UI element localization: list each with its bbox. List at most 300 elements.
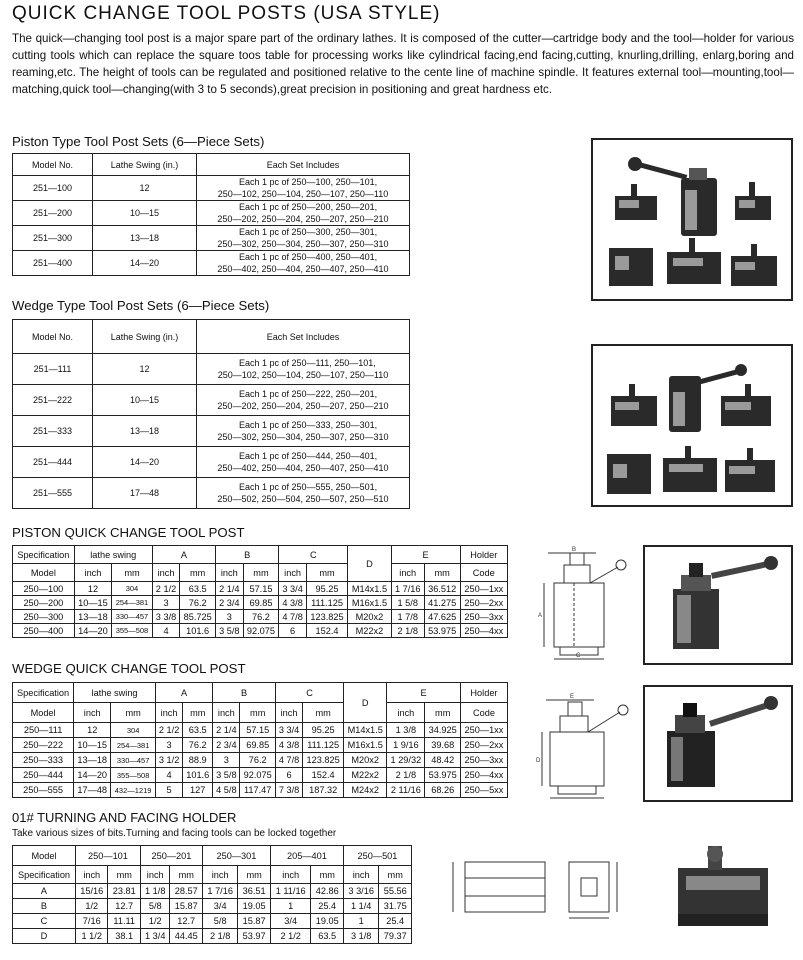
table-cell: 1 [270, 899, 311, 914]
h-c: C [275, 683, 343, 703]
table-cell: 1 3/8 [387, 723, 425, 738]
h-e: E [387, 683, 461, 703]
table-cell: 250—4xx [460, 624, 507, 638]
table-cell: 4 5/8 [213, 783, 240, 798]
table-row [13, 251, 410, 276]
includes-line-1: Each 1 pc of 250—222, 250—201, [239, 389, 378, 399]
table-cell: 25.4 [311, 899, 343, 914]
table-row [13, 447, 410, 478]
cell-swing: 10—15 [93, 385, 197, 416]
table-cell: 2 1/4 [216, 582, 244, 596]
table-cell: 41.275 [424, 596, 460, 610]
h-model: Model [13, 846, 76, 866]
includes-line-1: Each 1 pc of 250—555, 250—501, [239, 482, 378, 492]
h-inch: inch [275, 703, 302, 723]
table-cell: 15.87 [170, 899, 202, 914]
cell-includes [197, 416, 410, 447]
table-cell: 17—48 [74, 783, 111, 798]
h-a: A [155, 683, 212, 703]
table-cell: 2 11/16 [387, 783, 425, 798]
table-cell: 4 [155, 768, 182, 783]
table-cell: 250—3xx [460, 610, 507, 624]
table-cell: 250—111 [13, 723, 74, 738]
table-cell: 123.825 [306, 610, 347, 624]
table-cell: 68.26 [425, 783, 460, 798]
table-cell: 13—18 [74, 610, 111, 624]
h-spec: Specification [13, 866, 76, 884]
table-row [13, 354, 410, 385]
table-cell: 250—100 [13, 582, 75, 596]
table-cell: 304 [111, 723, 156, 738]
table-cell: 36.51 [238, 884, 270, 899]
h-inch: inch [155, 703, 182, 723]
table-cell: 1/2 [76, 899, 108, 914]
table-cell: 15.87 [238, 914, 270, 929]
h-inch: inch [213, 703, 240, 723]
table-cell: 25.4 [379, 914, 412, 929]
includes-line-1: Each 1 pc of 250—444, 250—401, [239, 451, 378, 461]
cell-swing: 14—20 [93, 251, 197, 276]
table-cell: 23.81 [108, 884, 140, 899]
h-mm: mm [180, 564, 216, 582]
table-row [13, 884, 412, 899]
h-code: Code [460, 703, 507, 723]
wedge-set-image [593, 346, 791, 505]
label-c: C [576, 653, 581, 659]
label-d: D [536, 758, 541, 764]
table-cell: 254—381 [112, 596, 153, 610]
holder-photo [672, 842, 794, 932]
table-row [13, 929, 412, 944]
table-cell: 4 7/8 [275, 753, 302, 768]
table-cell: 88.9 [183, 753, 213, 768]
cell-swing: 12 [93, 176, 197, 201]
table-cell: 250—300 [13, 610, 75, 624]
table-cell: 1 1/4 [343, 899, 378, 914]
table-cell: 3 [152, 596, 180, 610]
holder-subtitle: Take various sizes of bits.Turning and facing tools can be locked together [12, 828, 337, 839]
table-cell: 14—20 [74, 624, 111, 638]
h-swing: lathe swing [74, 546, 152, 564]
table-cell: 250—1xx [460, 582, 507, 596]
table-row [13, 783, 508, 798]
table-row [13, 624, 508, 638]
wedge-sets-heading: Wedge Type Tool Post Sets (6—Piece Sets) [12, 298, 270, 313]
table-cell: 2 1/8 [387, 768, 425, 783]
table-cell: 3 [216, 610, 244, 624]
table-cell: 63.5 [183, 723, 213, 738]
table-cell: 38.1 [108, 929, 140, 944]
h-mm: mm [240, 703, 275, 723]
cell-model: 251—333 [13, 416, 93, 447]
table-row [13, 201, 410, 226]
table-cell: 1 1/8 [140, 884, 170, 899]
cell-swing: 12 [93, 354, 197, 385]
table-row [13, 596, 508, 610]
table-cell: 85.725 [180, 610, 216, 624]
table-row [13, 914, 412, 929]
table-cell: 6 [275, 768, 302, 783]
wedge-post-table [12, 682, 508, 798]
piston-post-image [645, 547, 791, 663]
h-mm: mm [303, 703, 344, 723]
table-cell: M22x2 [348, 624, 392, 638]
h-mm: mm [379, 866, 412, 884]
table-cell: 117.47 [240, 783, 275, 798]
table-row [13, 416, 410, 447]
table-cell: 1 1/2 [76, 929, 108, 944]
cell-model: 251—555 [13, 478, 93, 509]
table-cell: 330—457 [112, 610, 153, 624]
table-cell: 3/4 [202, 899, 237, 914]
table-cell: 127 [183, 783, 213, 798]
h-inch: inch [74, 703, 111, 723]
table-cell: 63.5 [180, 582, 216, 596]
table-cell: 69.85 [240, 738, 275, 753]
header-swing: Lathe Swing (in.) [93, 320, 197, 354]
h-inch: inch [343, 866, 378, 884]
cell-includes [197, 226, 410, 251]
table-cell: 76.2 [180, 596, 216, 610]
table-cell: 2 1/2 [155, 723, 182, 738]
cell-model: 251—222 [13, 385, 93, 416]
h-holder: Holder [460, 546, 507, 564]
cell-swing: 14—20 [93, 447, 197, 478]
table-cell: 76.2 [243, 610, 279, 624]
table-cell: 250—4xx [460, 768, 507, 783]
table-cell: 3 5/8 [216, 624, 244, 638]
h-a: A [152, 546, 215, 564]
table-row [13, 768, 508, 783]
table-cell: 47.625 [424, 610, 460, 624]
table-cell: 76.2 [240, 753, 275, 768]
table-cell: 7/16 [76, 914, 108, 929]
table-cell: 19.05 [238, 899, 270, 914]
h-mm: mm [112, 564, 153, 582]
wedge-set-photo [591, 344, 793, 507]
table-cell: 3 [155, 738, 182, 753]
h-mm: mm [311, 866, 343, 884]
includes-line-2: 250—302, 250—304, 250—307, 250—310 [217, 239, 389, 249]
table-cell: 3 5/8 [213, 768, 240, 783]
table-cell: 53.975 [425, 768, 460, 783]
table-cell: 111.125 [306, 596, 347, 610]
table-cell: 3 1/2 [155, 753, 182, 768]
header-model: Model No. [13, 154, 93, 176]
cell-includes [197, 478, 410, 509]
table-cell: 12.7 [170, 914, 202, 929]
cell-model: 251—100 [13, 176, 93, 201]
holder-heading: 01# TURNING AND FACING HOLDER [12, 810, 237, 825]
includes-line-1: Each 1 pc of 250—100, 250—101, [239, 177, 378, 187]
h-spec: Specification [13, 683, 74, 703]
table-cell: 3 3/8 [152, 610, 180, 624]
table-cell: 304 [112, 582, 153, 596]
includes-line-1: Each 1 pc of 250—111, 250—101, [239, 358, 376, 368]
table-cell: 3/4 [270, 914, 311, 929]
table-cell: 1 11/16 [270, 884, 311, 899]
table-cell: M16x1.5 [348, 596, 392, 610]
table-row [13, 385, 410, 416]
cell-swing: 13—18 [93, 416, 197, 447]
table-cell: M24x2 [344, 783, 387, 798]
table-cell: 101.6 [183, 768, 213, 783]
table-cell: C [13, 914, 76, 929]
holder-model-header: 250—501 [343, 846, 411, 866]
table-cell: 250—444 [13, 768, 74, 783]
table-row [13, 753, 508, 768]
includes-line-2: 250—502, 250—504, 250—507, 250—510 [217, 494, 389, 504]
table-cell: A [13, 884, 76, 899]
includes-line-2: 250—402, 250—404, 250—407, 250—410 [217, 264, 389, 274]
table-cell: M20x2 [348, 610, 392, 624]
wedge-sets-table [12, 319, 410, 509]
piston-post-table [12, 545, 508, 638]
table-cell: 250—400 [13, 624, 75, 638]
table-cell: M16x1.5 [344, 738, 387, 753]
h-c: C [279, 546, 348, 564]
table-cell: 53.975 [424, 624, 460, 638]
table-cell: 152.4 [303, 768, 344, 783]
cell-includes [197, 251, 410, 276]
includes-line-1: Each 1 pc of 250—300, 250—301, [239, 227, 378, 237]
table-cell: 1 5/8 [391, 596, 424, 610]
h-mm: mm [170, 866, 202, 884]
piston-set-image [593, 140, 791, 299]
table-cell: 3 1/8 [343, 929, 378, 944]
table-cell: 79.37 [379, 929, 412, 944]
h-inch: inch [140, 866, 170, 884]
table-cell: 355—508 [112, 624, 153, 638]
table-cell: 13—18 [74, 753, 111, 768]
table-cell: 5 [155, 783, 182, 798]
h-d: D [344, 683, 387, 723]
includes-line-2: 250—302, 250—304, 250—307, 250—310 [217, 432, 389, 442]
table-cell: 123.825 [303, 753, 344, 768]
table-row [13, 610, 508, 624]
table-cell: 1 7/8 [391, 610, 424, 624]
h-mm: mm [306, 564, 347, 582]
includes-line-2: 250—402, 250—404, 250—407, 250—410 [217, 463, 389, 473]
includes-line-2: 250—202, 250—204, 250—207, 250—210 [217, 214, 389, 224]
table-cell: 2 3/4 [216, 596, 244, 610]
h-inch: inch [270, 866, 311, 884]
label-a: A [538, 613, 543, 619]
table-cell: 250—3xx [460, 753, 507, 768]
h-swing: lathe swing [74, 683, 156, 703]
table-row [13, 176, 410, 201]
table-cell: 31.75 [379, 899, 412, 914]
includes-line-2: 250—102, 250—104, 250—107, 250—110 [217, 370, 389, 380]
table-row [13, 582, 508, 596]
table-cell: M14x1.5 [344, 723, 387, 738]
table-cell: 2 1/4 [213, 723, 240, 738]
h-d: D [348, 546, 392, 582]
table-cell: 254—381 [111, 738, 156, 753]
table-cell: 76.2 [183, 738, 213, 753]
table-cell: 3 3/4 [275, 723, 302, 738]
cell-model: 251—400 [13, 251, 93, 276]
table-cell: 3 3/4 [279, 582, 307, 596]
wedge-post-heading: WEDGE QUICK CHANGE TOOL POST [12, 661, 246, 676]
includes-line-1: Each 1 pc of 250—400, 250—401, [239, 252, 378, 262]
table-row [13, 899, 412, 914]
table-cell: 111.125 [303, 738, 344, 753]
table-cell: 39.68 [425, 738, 460, 753]
table-cell: 42.86 [311, 884, 343, 899]
table-row [13, 738, 508, 753]
table-cell: 14—20 [74, 768, 111, 783]
table-cell: 2 1/8 [202, 929, 237, 944]
table-cell: 7 3/8 [275, 783, 302, 798]
table-cell: 34.925 [425, 723, 460, 738]
holder-model-header: 250—201 [140, 846, 202, 866]
table-cell: 250—5xx [460, 783, 507, 798]
cell-model: 251—444 [13, 447, 93, 478]
table-cell: 36.512 [424, 582, 460, 596]
piston-sets-table [12, 153, 410, 276]
table-cell: 1 [343, 914, 378, 929]
table-cell: 1/2 [140, 914, 170, 929]
table-cell: 95.25 [306, 582, 347, 596]
piston-set-photo [591, 138, 793, 301]
piston-post-photo [643, 545, 793, 665]
table-cell: 250—2xx [460, 738, 507, 753]
h-inch: inch [202, 866, 237, 884]
table-cell: 55.56 [379, 884, 412, 899]
piston-post-heading: PISTON QUICK CHANGE TOOL POST [12, 525, 245, 540]
table-cell: D [13, 929, 76, 944]
table-cell: M20x2 [344, 753, 387, 768]
h-e: E [391, 546, 460, 564]
header-model: Model No. [13, 320, 93, 354]
table-cell: 5/8 [140, 899, 170, 914]
h-inch: inch [216, 564, 244, 582]
wedge-post-image [645, 687, 791, 800]
table-cell: 355—508 [111, 768, 156, 783]
cell-includes [197, 354, 410, 385]
cell-model: 251—300 [13, 226, 93, 251]
table-cell: M14x1.5 [348, 582, 392, 596]
cell-swing: 13—18 [93, 226, 197, 251]
table-cell: 44.45 [170, 929, 202, 944]
table-cell: 3 3/16 [343, 884, 378, 899]
table-cell: 250—555 [13, 783, 74, 798]
h-holder: Holder [460, 683, 507, 703]
h-mm: mm [243, 564, 279, 582]
piston-post-diagram [536, 543, 636, 661]
cell-includes [197, 176, 410, 201]
cell-includes [197, 447, 410, 478]
table-cell: 11.11 [108, 914, 140, 929]
table-cell: 250—333 [13, 753, 74, 768]
table-cell: 2 3/4 [213, 738, 240, 753]
h-code: Code [460, 564, 507, 582]
header-swing: Lathe Swing (in.) [93, 154, 197, 176]
table-cell: 10—15 [74, 738, 111, 753]
table-cell: 92.075 [240, 768, 275, 783]
h-inch: inch [391, 564, 424, 582]
table-cell: 330—457 [111, 753, 156, 768]
h-inch: inch [76, 866, 108, 884]
includes-line-2: 250—102, 250—104, 250—107, 250—110 [217, 189, 389, 199]
table-cell: 1 9/16 [387, 738, 425, 753]
table-cell: 250—1xx [460, 723, 507, 738]
h-inch: inch [279, 564, 307, 582]
table-row [13, 723, 508, 738]
label-b: B [572, 547, 577, 553]
includes-line-2: 250—202, 250—204, 250—207, 250—210 [217, 401, 389, 411]
table-cell: B [13, 899, 76, 914]
intro-paragraph: The quick—changing tool post is a major spare part of the ordinary lathes. It is composed of the cutter—cartridge body and the tool—holder for various cutting tools which can replace the square toos table for processing works like cylindrical facing,end facing,cutting, knurling,drilling, enlarg,boring and reaming,etc. The height of tools can be regulated and positioned relative to the cente line of machine spindle. It features external tool—mounting,tool—matching,quick tool—changing(with 3 to 5 seconds),great precision in positioning and great hardness etc. [12, 32, 794, 96]
table-cell: 187.32 [303, 783, 344, 798]
cell-swing: 17—48 [93, 478, 197, 509]
table-cell: 4 3/8 [279, 596, 307, 610]
table-cell: 5/8 [202, 914, 237, 929]
holder-diagram [445, 856, 645, 920]
table-row [13, 226, 410, 251]
table-cell: M22x2 [344, 768, 387, 783]
h-inch: inch [387, 703, 425, 723]
cell-includes [197, 201, 410, 226]
table-cell: 101.6 [180, 624, 216, 638]
table-cell: 2 1/2 [270, 929, 311, 944]
table-cell: 3 [213, 753, 240, 768]
holder-table [12, 845, 412, 944]
cell-model: 251—200 [13, 201, 93, 226]
h-mm: mm [424, 564, 460, 582]
table-cell: 1 3/4 [140, 929, 170, 944]
table-cell: 1 7/16 [202, 884, 237, 899]
table-cell: 57.15 [240, 723, 275, 738]
h-model: Model [13, 703, 74, 723]
wedge-post-diagram [536, 690, 636, 802]
h-inch: inch [152, 564, 180, 582]
wedge-post-photo [643, 685, 793, 802]
h-mm: mm [425, 703, 460, 723]
table-cell: 63.5 [311, 929, 343, 944]
cell-includes [197, 385, 410, 416]
page-title: QUICK CHANGE TOOL POSTS (USA STYLE) [12, 3, 441, 24]
table-cell: 12 [74, 723, 111, 738]
header-includes: Each Set Includes [197, 320, 410, 354]
piston-sets-heading: Piston Type Tool Post Sets (6—Piece Sets) [12, 134, 265, 149]
table-cell: 152.4 [306, 624, 347, 638]
table-cell: 2 1/2 [152, 582, 180, 596]
h-b: B [213, 683, 276, 703]
h-inch: inch [74, 564, 111, 582]
table-cell: 432—1219 [111, 783, 156, 798]
table-cell: 19.05 [311, 914, 343, 929]
h-b: B [216, 546, 279, 564]
h-mm: mm [111, 703, 156, 723]
table-cell: 12 [74, 582, 111, 596]
h-mm: mm [238, 866, 270, 884]
table-cell: 4 7/8 [279, 610, 307, 624]
cell-model: 251—111 [13, 354, 93, 385]
header-includes: Each Set Includes [197, 154, 410, 176]
table-cell: 1 29/32 [387, 753, 425, 768]
includes-line-1: Each 1 pc of 250—200, 250—201, [239, 202, 378, 212]
h-model: Model [13, 564, 75, 582]
cell-swing: 10—15 [93, 201, 197, 226]
includes-line-1: Each 1 pc of 250—333, 250—301, [239, 420, 378, 430]
h-mm: mm [183, 703, 213, 723]
h-spec: Specification [13, 546, 75, 564]
table-cell: 57.15 [243, 582, 279, 596]
table-cell: 12.7 [108, 899, 140, 914]
table-cell: 92.075 [243, 624, 279, 638]
